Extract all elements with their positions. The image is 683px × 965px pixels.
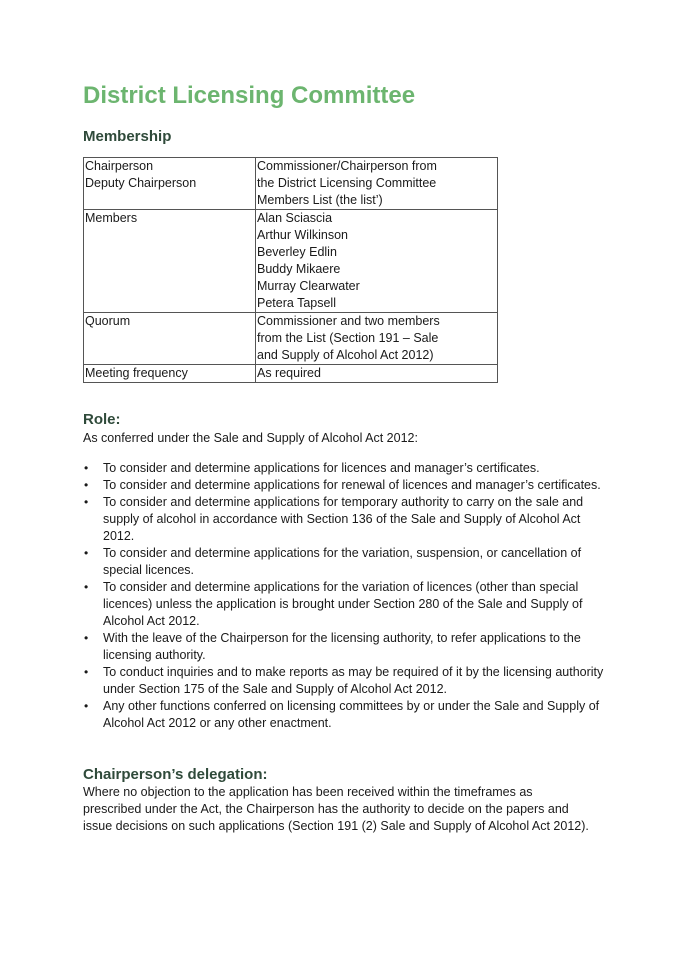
cell-line: Commissioner/Chairperson from: [257, 159, 437, 173]
list-item: [83, 545, 608, 579]
list-item: [83, 664, 608, 698]
cell-line: Meeting frequency: [85, 366, 188, 380]
role-heading: Role:: [83, 411, 121, 428]
member-name: Petera Tapsell: [257, 296, 336, 310]
cell-line: Chairperson: [85, 159, 154, 173]
list-item-text: Any other functions conferred on licensing committees by or under the Sale and Supply of Alcohol Act 2012 or any other enactment.: [103, 699, 600, 730]
table-row: [84, 365, 498, 383]
member-name: Beverley Edlin: [257, 245, 337, 259]
table-cell-value: [256, 210, 498, 313]
table-row: [84, 210, 498, 313]
cell-line: the District Licensing Committee: [257, 176, 437, 190]
list-item-text: To consider and determine applications for the variation, suspension, or cancellation of special licences.: [103, 546, 582, 577]
table-cell-label: [84, 158, 256, 210]
bullet-icon: •: [84, 461, 89, 475]
cell-line: Members: [85, 211, 138, 225]
bullet-icon: •: [84, 665, 89, 679]
role-list: [83, 460, 608, 732]
cell-line: Quorum: [85, 314, 131, 328]
bullet-icon: •: [84, 546, 89, 560]
table-cell-label: [84, 210, 256, 313]
list-item: [83, 460, 608, 477]
bullet-icon: •: [84, 631, 89, 645]
table-row: [84, 313, 498, 365]
bullet-icon: •: [84, 580, 89, 594]
table-cell-value: [256, 313, 498, 365]
cell-line: and Supply of Alcohol Act 2012): [257, 348, 434, 362]
table-row: [84, 158, 498, 210]
list-item: [83, 494, 608, 545]
list-item: [83, 477, 608, 494]
table-cell-label: [84, 365, 256, 383]
list-item-text: With the leave of the Chairperson for the licensing authority, to refer applications to the licensing authority.: [103, 631, 581, 662]
cell-line: Deputy Chairperson: [85, 176, 197, 190]
cell-line: Commissioner and two members: [257, 314, 440, 328]
cell-line: As required: [257, 366, 321, 380]
list-item-text: To consider and determine applications for temporary authority to carry on the sale and supply of alcohol in accordance with Section 136 of the Sale and Supply of Alcohol Act 2012.: [103, 495, 584, 543]
member-name: Buddy Mikaere: [257, 262, 341, 276]
page-title: District Licensing Committee: [83, 82, 416, 109]
bullet-icon: •: [84, 495, 89, 509]
list-item-text: To consider and determine applications for the variation of licences (other than special licences) unless the application is brought under Section 280 of the Sale and Supply of Alcohol Act 2012.: [103, 580, 583, 628]
member-name: Alan Sciascia: [257, 211, 333, 225]
cell-line: Members List (the list’): [257, 193, 383, 207]
table-cell-value: [256, 158, 498, 210]
table-cell-value: [256, 365, 498, 383]
list-item: [83, 630, 608, 664]
delegation-heading: Chairperson’s delegation:: [83, 766, 268, 783]
bullet-icon: •: [84, 699, 89, 713]
bullet-icon: •: [84, 478, 89, 492]
list-item-text: To conduct inquiries and to make reports as may be required of it by the licensing authority under Section 175 of the Sale and Supply of Alcohol Act 2012.: [103, 665, 604, 696]
list-item-text: To consider and determine applications for renewal of licences and manager’s certificates.: [103, 478, 601, 492]
member-name: Murray Clearwater: [257, 279, 360, 293]
membership-heading: Membership: [83, 128, 172, 145]
delegation-paragraph: Where no objection to the application has been received within the timeframes as prescribed under the Act, the Chairperson has the authority to decide on the papers and issue decisions on such applications (Section 191 (2) Sale and Supply of Alcohol Act 2012).: [83, 785, 589, 833]
member-name: Arthur Wilkinson: [257, 228, 348, 242]
membership-table: [83, 157, 498, 383]
cell-line: from the List (Section 191 – Sale: [257, 331, 439, 345]
table-cell-label: [84, 313, 256, 365]
list-item: [83, 579, 608, 630]
role-intro: As conferred under the Sale and Supply of Alcohol Act 2012:: [83, 431, 418, 445]
list-item-text: To consider and determine applications for licences and manager’s certificates.: [103, 461, 540, 475]
list-item: [83, 698, 608, 732]
